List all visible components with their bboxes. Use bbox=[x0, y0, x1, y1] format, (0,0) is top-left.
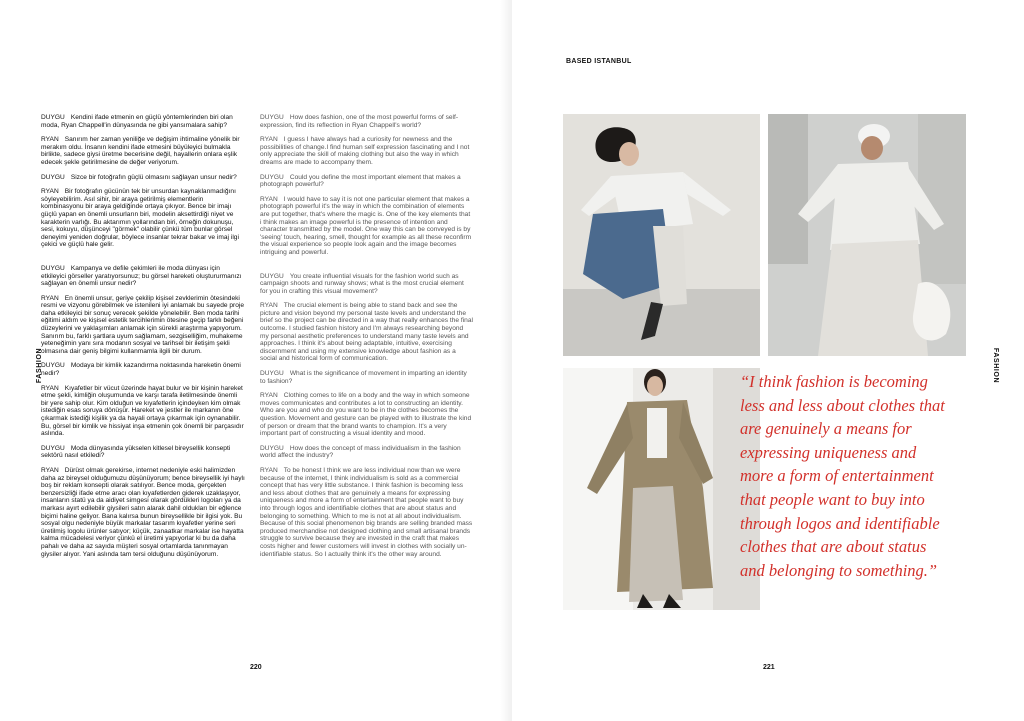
right-page bbox=[512, 0, 1024, 721]
qa-paragraph: RYAN The crucial element is being able to stand back and see the picture and vision beyond my personal taste levels and understand the brief so the project can be directed in a way that really enhances the final outcome. I studied fashion history and I'm always researching beyond my personal aesthetic preferences to understand many taste levels and approaches. I think it's about being adaptable, intuitive, exercising discernment and using my extensive knowledge about fashion as a social and historical form of communication. bbox=[260, 302, 473, 363]
qa-paragraph: DUYGU Sizce bir fotoğrafın güçlü olmasını sağlayan unsur nedir? bbox=[41, 173, 237, 181]
pull-quote: “I think fashion is becoming less and less about clothes that are genuinely a means for expressing uniqueness and more a form of entertainment that people want to buy into through logos and identifiable clothes that are about status and belonging to something.” bbox=[740, 372, 945, 580]
qa-paragraph: DUYGU Could you define the most important element that makes a photograph powerful? bbox=[260, 173, 461, 189]
qa-paragraph: RYAN En önemli unsur, geriye çekilip kişisel zevklerimin ötesindeki resmi ve vizyonu görebilmek ve istenileni iyi anlamak bu sayede proje daha etkileyici bir sonuç verecek şekilde yönelebilir. Ben moda tarihi eğitimi aldım ve kişisel estetik tercihlerimin ötesine geçip farklı beğeni düzeylerini ve yaklaşımları anlamak için sürekli araştırma yapıyorum. Sanırım bu, farklı şartlara uyum sağlamam, sezgiselliğim, muhakeme yeteneğimin yanı sıra modanın sosyal ve tarihsel bir iletişim şekli olmasına dair geniş bilgimi kullanmamla ilgili bir durum. bbox=[41, 294, 245, 355]
qa-paragraph: DUYGU You create influential visuals for the fashion world such as campaign shoots and runway shows; what is the most crucial element for you in crafting this visual movement? bbox=[260, 272, 464, 295]
section-label-left: FASHION bbox=[36, 347, 44, 384]
qa-paragraph: RYAN Bir fotoğrafın gücünün tek bir unsurdan kaynaklanmadığını söyleyebilirim. Asıl sihir, bir araya getirilmiş elementlerin kombinasyonu bir araya geldiğinde ortaya çıkıyor. Bence bir imajı güçlü yapan en önemli unsurların biri, modelin aksettirdiği niyet ve karakterin varlığı. Bu aktarımın yollarından biri, örneğin dokunuşu, sesi, kokuyu, düşünceyi "görmek" olabilir çünkü tüm bunlar görsel deneyimi yeniden doğrular, böylece insanlar tekrar bakar ve imaj ilgi çekici ve güçlü hale gelir. bbox=[41, 188, 239, 249]
qa-paragraph: RYAN Sanırım her zaman yeniliğe ve değişim ihtimaline yönelik bir merakım oldu. İnsanın kendini ifade etmesini büyüleyici bulmakla birlikte, sadece giysi üretme becerisine değil, hayallerin onlara eşlik edecek şekle getirilmesine de değer veriyorum. bbox=[41, 136, 240, 166]
qa-paragraph: DUYGU Modaya bir kimlik kazandırma noktasında hareketin önemi nedir? bbox=[41, 362, 241, 378]
qa-paragraph: RYAN Kıyafetler bir vücut üzerinde hayat bulur ve bir kişinin hareket etme şekli, kimliğin oluşumunda ve karşı tarafa iletilmesinde önemli bir yere sahip olur. Kim olduğun ve kıyafetlerin içindeyken kim olmak istediğin esas soruya dönüşür. Hareket ve jestler ile markanın öne çıkarmak istediği kişilik ya da hayali ortaya çıkarmak için oynanabilir. Bu, görsel bir kimlik ve hissiyat inşa etmenin çok önemli bir parçasıdır aslında. bbox=[41, 384, 244, 438]
publication-header: BASED ISTANBUL bbox=[566, 58, 632, 65]
qa-paragraph: DUYGU How does fashion, one of the most powerful forms of self-expression, find its reflection in Ryan Chappell's world? bbox=[260, 114, 459, 129]
fashion-photo-jumping-model bbox=[563, 114, 760, 356]
qa-paragraph: RYAN To be honest I think we are less individual now than we were because of the internet, I think individualism is sold as a commercial concept that has very little substance. I think fashion is becoming less and less about clothes that are genuinely a means for expressing uniqueness and more a form of entertainment that people want to buy into through logos and identifiable clothes that are about status and belonging to something. Which to me is not at all about individualism. Because of this social phenomenon big brands are selling branded mass produced merchandise not designed clothing and small artisanal brands struggle to survive because they are invested in the craft that makes costs higher and fewer customers will invest in clothes with socially un-identifiable status. So I actually think it's the other way around. bbox=[260, 466, 473, 558]
fashion-photo-running-model bbox=[768, 114, 966, 356]
fashion-photo-trench-coat-model bbox=[563, 368, 760, 610]
qa-paragraph: RYAN I guess I have always had a curiosity for newness and the possibilities of change.I find human self expression fascinating and I not only appreciate the skill of making clothing but also the way in which dreams are made to accompany them. bbox=[260, 136, 470, 166]
english-column bbox=[260, 114, 473, 565]
page-number-right: 221 bbox=[763, 664, 775, 671]
qa-paragraph: RYAN I would have to say it is not one particular element that makes a photograph powerful it's the way in which the combination of elements are put together, that's where the magic is. One of the key elements that i think makes an image powerful is the presence of intention and character transmitted by the model. One way this can be conveyed is by 'seeing' touch, hearing, smell, thought for example as all these reconfirm the visual experience so people look again and the image becomes intriguing and powerful. bbox=[260, 195, 472, 256]
qa-paragraph: DUYGU Kendini ifade etmenin en güçlü yöntemlerinden biri olan moda, Ryan Chappell'in dünyasında ne gibi yansımalara sahip? bbox=[41, 114, 233, 129]
qa-paragraph: DUYGU Kampanya ve defile çekimleri ile moda dünyası için etkileyici görseller yaratıyorsunuz; bu görsel hareketi oluştururmanızı sağlayan en önemli unsur nedir? bbox=[41, 264, 242, 288]
qa-paragraph: DUYGU Moda dünyasında yükselen kitlesel bireysellik konsepti sektörü nasıl etkiledi? bbox=[41, 444, 231, 460]
qa-paragraph: DUYGU How does the concept of mass individualism in the fashion world affect the industry? bbox=[260, 444, 461, 460]
qa-paragraph: RYAN Clothing comes to life on a body and the way in which someone moves communicates and contributes a lot to constructing an identity. Who are you and who do you want to be in the clothes becomes the question. Movement and gesture can be played with to illustrate the kind of person or dream that the brand wants to champion. It's a very important part of constructing a visual identity and mood. bbox=[260, 392, 472, 438]
section-label-right: FASHION bbox=[992, 347, 1000, 384]
qa-paragraph: RYAN Dürüst olmak gerekirse, internet nedeniyle eski halimizden daha az bireysel olduğumuzu düşünüyorum; bence bireysellik iyi haylı boş bir reklam konsepti olarak satılıyor. Bence moda, gerçekten benzersizliği ifade etme aracı olan kıyafetlerden giderek uzaklaşıyor, insanların statü ya da aidiyet simgesi olarak gördükleri logoları ya da markası ayırt edilebilir giysileri satın alarak dahil oldukları bir eğlence biçimi haline geliyor. Bana kalırsa bunun bireysellikle bir ilgisi yok. Bu sosyal olgu nedeniyle büyük markalar tasarım kıyafetler yerine seri üretilmiş logolu ürünler satıyor; küçük, zanaatkar markalar ise hayatta kalma mücadelesi veriyor çünkü el üretimi yapıyorlar ki bu da daha pahalı ve daha az sayıda müşteri sosyal ortamlarda tanınmayan giysiler alıyor. Yani aslında tam tersi olduğunu düşünüyorum. bbox=[41, 466, 245, 558]
page-number-left: 220 bbox=[250, 664, 262, 671]
qa-paragraph: DUYGU What is the significance of movement in imparting an identity to fashion? bbox=[260, 370, 467, 385]
turkish-column bbox=[41, 114, 246, 565]
